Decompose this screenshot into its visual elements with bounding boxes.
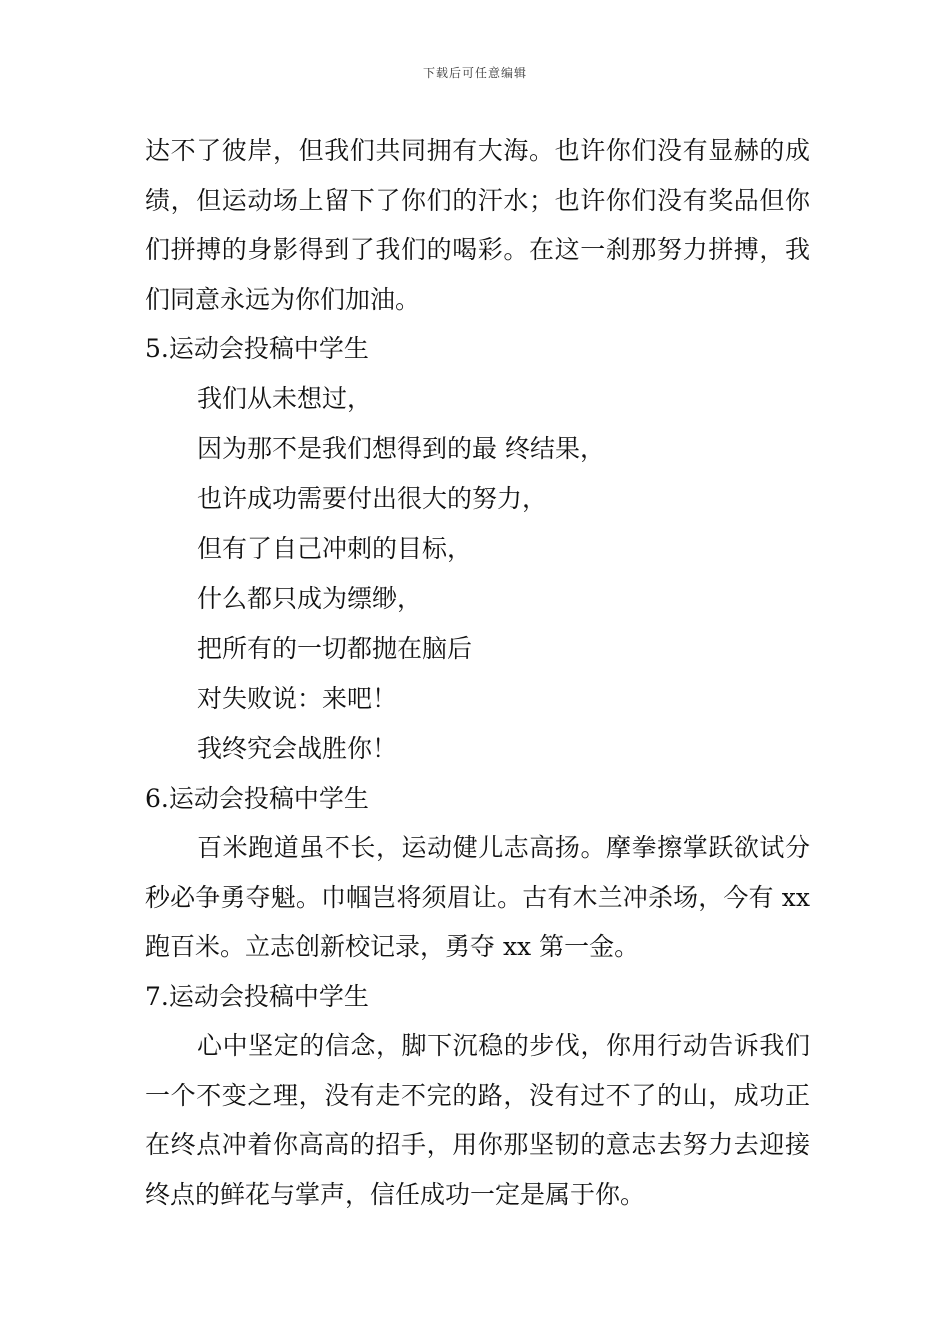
- section-6-heading: 6.运动会投稿中学生: [145, 783, 369, 813]
- poem-line: 因为那不是我们想得到的最 终结果，: [197, 433, 605, 463]
- poem-line: 对失败说：来吧！: [197, 683, 398, 713]
- document-body: [145, 126, 810, 1219]
- section-5-poem: [145, 374, 810, 774]
- section-7-paragraph: 心中坚定的信念，脚下沉稳的步伐，你用行动告诉我们一个不变之理，没有走不完的路，没有过不了的山，成功正在终点冲着你高高的招手，用你那坚韧的意志去努力去迎接终点的鲜花与掌声，信任成功一定是属于你。: [145, 1031, 810, 1209]
- section-7-heading: 7.运动会投稿中学生: [145, 981, 369, 1011]
- page-header-note: 下载后可任意编辑: [422, 66, 527, 80]
- poem-line: 我们从未想过，: [197, 383, 373, 413]
- poem-line: 我终究会战胜你！: [197, 733, 398, 763]
- poem-line: 把所有的一切都抛在脑后: [197, 633, 473, 663]
- poem-line: 也许成功需要付出很大的努力，: [197, 483, 548, 513]
- section-6-paragraph: 百米跑道虽不长，运动健儿志高扬。摩拳擦掌跃欲试分秒必争勇夺魁。巾帼岂将须眉让。古有木兰冲杀场，今有 xx 跑百米。立志创新校记录，勇夺 xx 第一金。: [145, 833, 810, 961]
- intro-paragraph: 达不了彼岸，但我们共同拥有大海。也许你们没有显赫的成绩，但运动场上留下了你们的汗水；也许你们没有奖品但你们拼搏的身影得到了我们的喝彩。在这一刹那努力拼搏，我们同意永远为你们加油。: [145, 136, 810, 314]
- poem-line: 但有了自己冲刺的目标，: [197, 533, 473, 563]
- section-5-heading: 5.运动会投稿中学生: [145, 334, 369, 363]
- poem-line: 什么都只成为缥缈，: [197, 583, 423, 613]
